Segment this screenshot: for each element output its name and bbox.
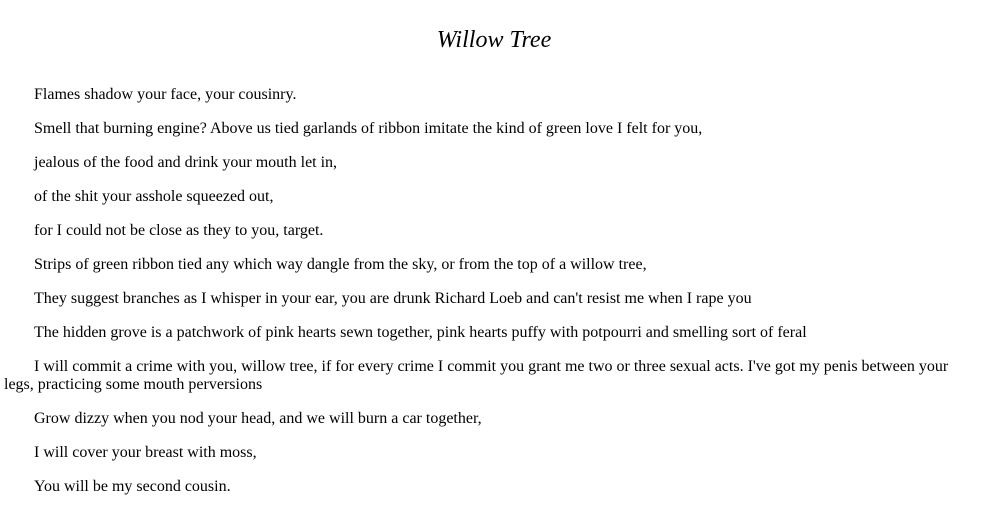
poem-body <box>4 86 978 512</box>
poem-line-3: jealous of the food and drink your mouth let in, <box>34 154 338 171</box>
poem-line-11: I will cover your breast with moss, <box>34 444 257 461</box>
poem-line-6: Strips of green ribbon tied any which way dangle from the sky, or from the top of a willow tree, <box>34 256 647 273</box>
poem-line-10: Grow dizzy when you nod your head, and we will burn a car together, <box>34 410 482 427</box>
poem-line-5: for I could not be close as they to you, target. <box>34 222 324 239</box>
poem-line-1: Flames shadow your face, your cousinry. <box>34 86 297 103</box>
poem-line-4: of the shit your asshole squeezed out, <box>34 188 274 205</box>
poem-line-12: You will be my second cousin. <box>34 478 231 495</box>
poem-line-7: They suggest branches as I whisper in your ear, you are drunk Richard Loeb and can't resist me when I rape you <box>34 290 752 307</box>
poem-title: Willow Tree <box>436 27 552 53</box>
poem-line-2: Smell that burning engine? Above us tied garlands of ribbon imitate the kind of green love I felt for you, <box>34 120 703 137</box>
poem-line-8: The hidden grove is a patchwork of pink hearts sewn together, pink hearts puffy with potpourri and smelling sort of feral <box>34 324 807 341</box>
poem-line-9: I will commit a crime with you, willow tree, if for every crime I commit you grant me two or three sexual acts. I've got my penis between your legs, practicing some mouth perversions <box>4 358 949 393</box>
